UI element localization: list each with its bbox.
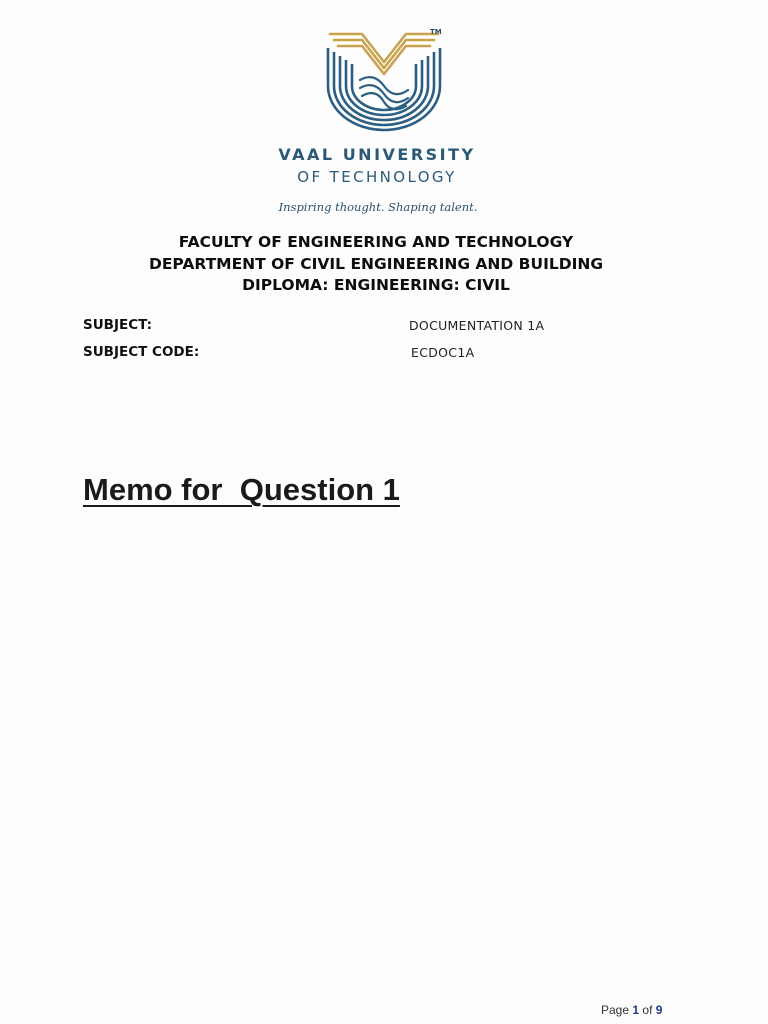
page-prefix: Page [601,1003,630,1017]
page-total: 9 [655,1003,663,1017]
page-footer [601,1003,662,1017]
subject-code-label: SUBJECT CODE: [83,344,200,360]
diploma-heading: DIPLOMA: ENGINEERING: CIVIL [242,276,510,294]
subject-code-value: ECDOC1A [411,345,475,360]
page-separator: of [642,1003,653,1017]
university-name-line2: OF TECHNOLOGY [297,168,457,186]
department-heading: DEPARTMENT OF CIVIL ENGINEERING AND BUILDING [148,255,604,273]
university-logo [322,28,446,132]
subject-label: SUBJECT: [83,317,152,333]
vut-shield-logo-icon [322,28,446,132]
memo-title: Memo for Question 1 [83,472,400,507]
page-number: 1 [632,1003,640,1017]
subject-value: DOCUMENTATION 1A [409,318,545,333]
trademark-mark: TM [430,28,442,36]
university-tagline: Inspiring thought. Shaping talent. [278,200,478,214]
university-name-line1: VAAL UNIVERSITY [278,145,476,164]
faculty-heading: FACULTY OF ENGINEERING AND TECHNOLOGY [178,233,574,251]
